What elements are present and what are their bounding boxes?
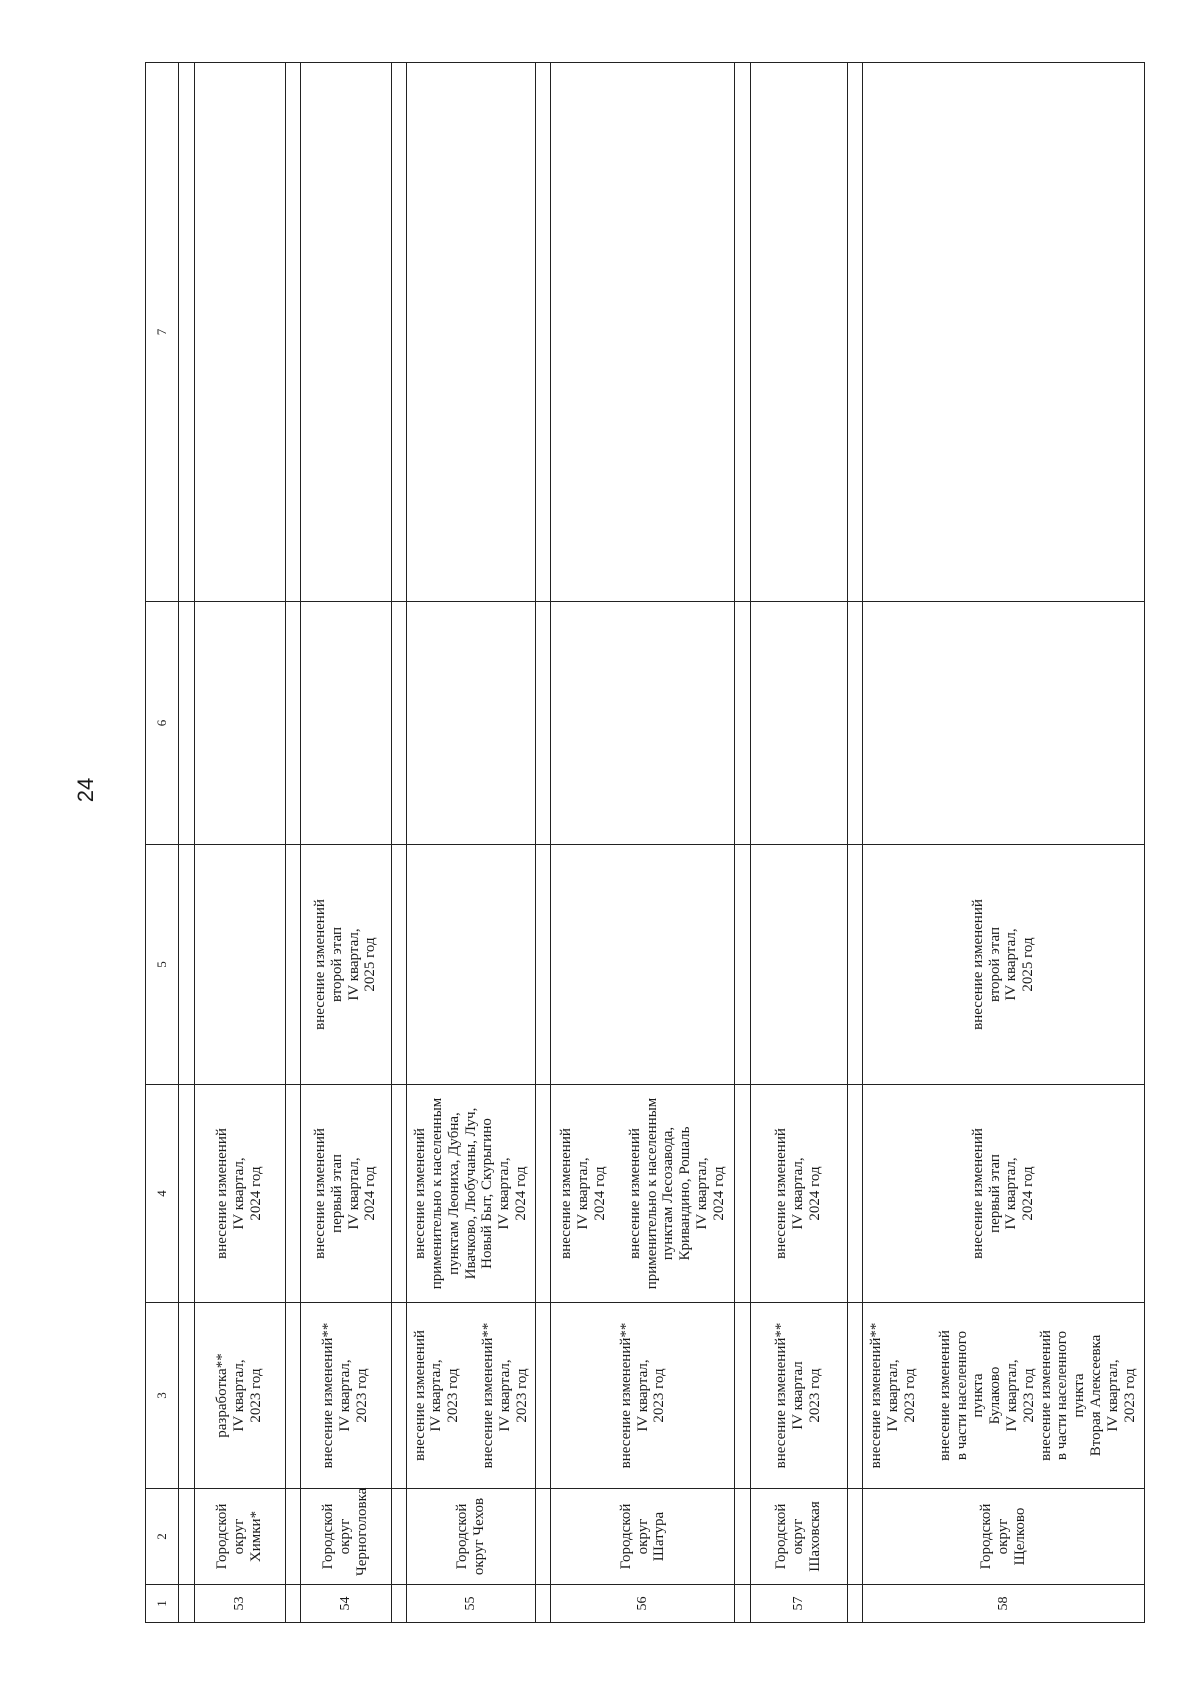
row-number: 54 <box>300 1585 391 1623</box>
cell-col5 <box>406 845 535 1085</box>
cell-line: IV квартал <box>790 1361 807 1430</box>
header-gap-row <box>179 63 194 1623</box>
cell-line: IV квартал, <box>1003 928 1020 1001</box>
row-number: 56 <box>551 1585 735 1623</box>
cell-line: 2024 год <box>247 1166 264 1221</box>
cell-line: пунктам Лесозавода, <box>660 1126 677 1261</box>
cell-col6 <box>194 602 285 845</box>
column-header-4: 4 <box>146 1085 179 1303</box>
cell-line: IV квартал, <box>1004 1359 1020 1432</box>
municipality-name: Городской округ Химки* <box>194 1489 285 1585</box>
cell-col4 <box>750 1085 847 1303</box>
cell-line: IV квартал, <box>337 1359 354 1432</box>
cell-line: Булаково <box>987 1366 1004 1425</box>
cell-col4 <box>406 1085 535 1303</box>
cell-line: разработка** <box>214 1353 231 1438</box>
cell-line: IV квартал, <box>345 1157 362 1230</box>
cell-col4 <box>551 1085 735 1303</box>
cell-line: первый этап <box>328 1154 345 1233</box>
cell-line: второй этап <box>328 927 345 1003</box>
municipality-name: Городской округ Щелково <box>862 1489 1144 1585</box>
cell-line: пунктам Леониха, Дубна, <box>445 1112 462 1275</box>
rotated-table-frame <box>145 63 1145 1623</box>
cell-col3 <box>406 1303 535 1489</box>
cell-line: IV квартал, <box>693 1157 710 1230</box>
table-row <box>300 63 391 1623</box>
cell-col3 <box>551 1303 735 1489</box>
cell-line: внесение изменений <box>312 899 329 1030</box>
row-gap <box>735 63 750 1623</box>
cell-line: внесение изменений <box>214 1128 231 1259</box>
cell-line: внесение изменений <box>1037 1330 1054 1461</box>
cell-line: IV квартал, <box>231 1157 248 1230</box>
cell-line: 2023 год <box>247 1368 264 1423</box>
cell-line: внесение изменений** <box>617 1322 634 1469</box>
cell-line: 2024 год <box>710 1166 727 1221</box>
cell-line: внесение изменений** <box>480 1322 497 1469</box>
cell-line: IV квартал, <box>790 1157 807 1230</box>
cell-line: 2024 год <box>1020 1166 1037 1221</box>
cell-line: 2023 год <box>445 1368 462 1423</box>
cell-col4 <box>194 1085 285 1303</box>
cell-line: IV квартал, <box>496 1157 513 1230</box>
cell-line: Ивачково, Любучаны, Луч, <box>462 1107 479 1280</box>
cell-line: 2023 год <box>902 1368 919 1423</box>
cell-line: IV квартал, <box>885 1359 902 1432</box>
table-row <box>551 63 735 1623</box>
cell-col5 <box>750 845 847 1085</box>
table-row <box>406 63 535 1623</box>
header-row <box>146 63 179 1623</box>
cell-line: IV квартал, <box>345 928 362 1001</box>
cell-col5 <box>194 845 285 1085</box>
cell-col5 <box>300 845 391 1085</box>
column-header-5: 5 <box>146 845 179 1085</box>
row-gap <box>536 63 551 1623</box>
cell-line: 2024 год <box>513 1166 530 1221</box>
table-row <box>862 63 1144 1623</box>
cell-line: в части населенного пункта <box>953 1330 987 1461</box>
cell-col6 <box>551 602 735 845</box>
row-number: 55 <box>406 1585 535 1623</box>
municipality-name: Городской округ Шатура <box>551 1489 735 1585</box>
cell-line: внесение изменений <box>936 1330 953 1461</box>
cell-line: IV квартал, <box>231 1359 248 1432</box>
cell-line: внесение изменений <box>558 1128 575 1259</box>
cell-line: второй этап <box>986 927 1003 1003</box>
cell-line: IV квартал, <box>1104 1359 1121 1432</box>
column-header-3: 3 <box>146 1303 179 1489</box>
row-gap <box>391 63 406 1623</box>
cell-line: IV квартал, <box>428 1359 445 1432</box>
cell-line: 2025 год <box>1020 937 1037 992</box>
cell-line: IV квартал, <box>634 1359 651 1432</box>
municipality-name: Городской округ Шаховская <box>750 1489 847 1585</box>
cell-line: внесение изменений <box>969 899 986 1030</box>
cell-line: 2023 год <box>1020 1368 1037 1423</box>
row-number: 58 <box>862 1585 1144 1623</box>
cell-line: внесение изменений <box>411 1330 428 1461</box>
cell-col4 <box>300 1085 391 1303</box>
cell-line: внесение изменений <box>412 1128 429 1259</box>
column-header-2: 2 <box>146 1489 179 1585</box>
cell-line: в части населенного пункта <box>1054 1330 1088 1461</box>
cell-line: применительно к населенным <box>429 1097 446 1290</box>
cell-col3 <box>862 1303 1144 1489</box>
cell-col5 <box>862 845 1144 1085</box>
cell-line: 2025 год <box>362 937 379 992</box>
spacer <box>919 1311 937 1480</box>
cell-line: первый этап <box>986 1154 1003 1233</box>
cell-col4 <box>862 1085 1144 1303</box>
cell-col6 <box>750 602 847 845</box>
cell-line: внесение изменений** <box>773 1322 790 1469</box>
cell-col6 <box>862 602 1144 845</box>
cell-col3 <box>300 1303 391 1489</box>
cell-line: 2024 год <box>807 1166 824 1221</box>
cell-line: внесение изменений** <box>320 1322 337 1469</box>
cell-col3 <box>750 1303 847 1489</box>
cell-col5 <box>551 845 735 1085</box>
cell-line: применительно к населенным <box>643 1097 660 1290</box>
cell-line: 2023 год <box>1121 1368 1138 1423</box>
cell-line: IV квартал, <box>575 1157 592 1230</box>
cell-col7 <box>406 63 535 602</box>
plan-table <box>145 62 1145 1623</box>
cell-line: внесение изменений** <box>868 1322 885 1469</box>
cell-line: 2023 год <box>651 1368 668 1423</box>
column-header-1: 1 <box>146 1585 179 1623</box>
cell-line: 2024 год <box>362 1166 379 1221</box>
cell-line: внесение изменений <box>312 1128 329 1259</box>
municipality-name: Городской округ Черноголовка <box>300 1489 391 1585</box>
row-number: 57 <box>750 1585 847 1623</box>
cell-col7 <box>300 63 391 602</box>
page-number: 24 <box>73 777 98 803</box>
cell-line: Новый Быт, Скурыгино <box>479 1118 496 1269</box>
cell-line: внесение изменений <box>626 1128 643 1259</box>
cell-line: 2024 год <box>591 1166 608 1221</box>
row-gap <box>847 63 862 1623</box>
cell-line: 2023 год <box>354 1368 371 1423</box>
cell-line: 2023 год <box>807 1368 824 1423</box>
cell-line: 2023 год <box>513 1368 530 1423</box>
row-number: 53 <box>194 1585 285 1623</box>
spacer <box>609 1093 627 1294</box>
municipality-name: Городской округ Чехов <box>406 1489 535 1585</box>
cell-col6 <box>300 602 391 845</box>
table-row <box>194 63 285 1623</box>
cell-line: внесение изменений <box>773 1128 790 1259</box>
column-header-7: 7 <box>146 63 179 602</box>
cell-line: внесение изменений <box>969 1128 986 1259</box>
cell-line: Кривандино, Рошаль <box>677 1126 694 1261</box>
cell-line: IV квартал, <box>496 1359 513 1432</box>
cell-col7 <box>750 63 847 602</box>
cell-col3 <box>194 1303 285 1489</box>
cell-line: IV квартал, <box>1003 1157 1020 1230</box>
spacer <box>462 1311 480 1480</box>
table-row <box>750 63 847 1623</box>
cell-col7 <box>194 63 285 602</box>
row-gap <box>285 63 300 1623</box>
cell-col7 <box>551 63 735 602</box>
cell-col7 <box>862 63 1144 602</box>
column-header-6: 6 <box>146 602 179 845</box>
cell-line: Вторая Алексеевка <box>1087 1334 1104 1457</box>
cell-col6 <box>406 602 535 845</box>
